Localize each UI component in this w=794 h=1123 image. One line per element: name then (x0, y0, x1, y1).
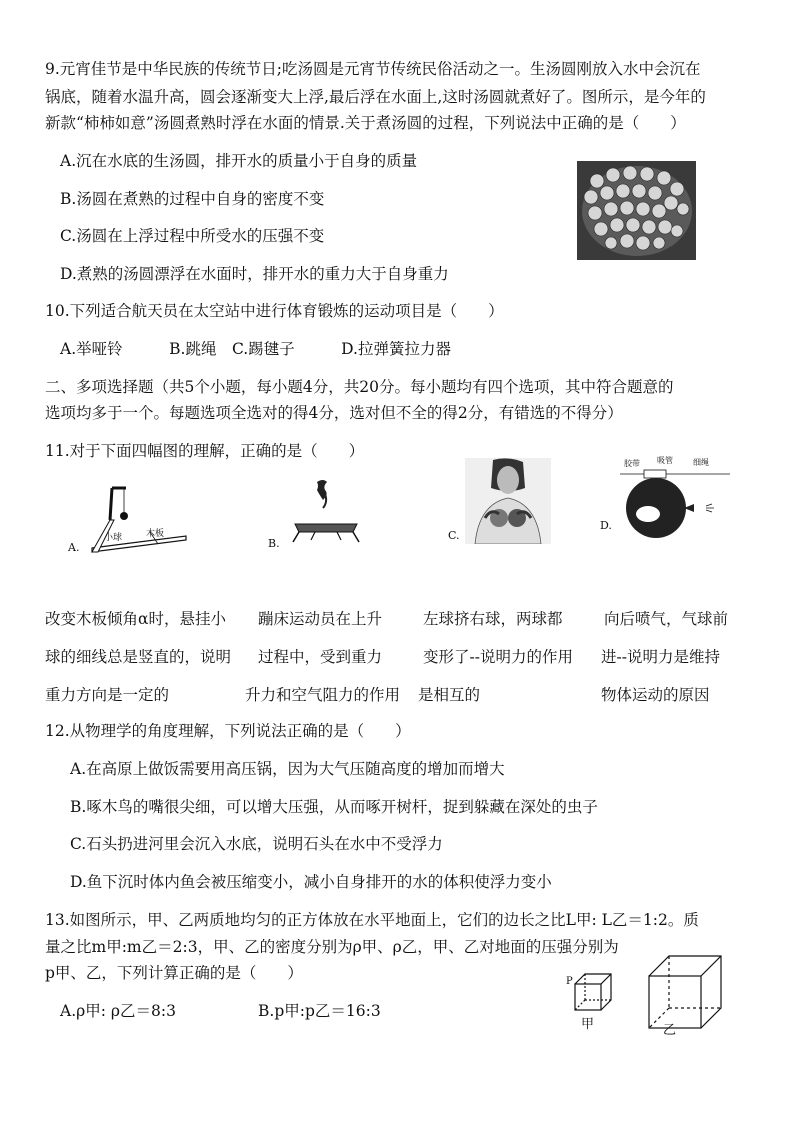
q9-stem-line2: 锅底，随着水温升高，圆会逐渐变大上浮,最后浮在水面上,这时汤圆就煮好了。图所示，是今年的 (45, 88, 706, 106)
q12-option-c: C.石头扔进河里会沉入水底，说明石头在水中不受浮力 (70, 835, 443, 853)
q12-option-d: D.鱼下沉时体内鱼会被压缩变小，减小自身排开的水的体积使浮力变小 (70, 873, 552, 891)
q11-caption-b-line1: 蹦床运动员在上升 (258, 610, 383, 628)
q9-option-a: A.沉在水底的生汤圆，排开水的质量小于自身的质量 (60, 152, 418, 170)
q11-caption-c-line1: 左球挤右球，两球都 (423, 610, 563, 628)
q13-figure-label-p: P (566, 976, 573, 987)
q11-figure-a-letter: A. (68, 541, 80, 554)
tangyuan-photo (577, 161, 696, 260)
q9-stem-line3: 新款“柿柿如意”汤圆煮熟时浮在水面的情景.关于煮汤圆的过程，下列说法中正确的是（ ） (45, 114, 686, 132)
q13-stem-line1: 13.如图所示，甲、乙两质地均匀的正方体放在水平地面上，它们的边长之比L甲: L乙＝1:2。质 (45, 911, 699, 929)
q11-caption-a-line1: 改变木板倾角α时，悬挂小 (45, 610, 226, 628)
q11-figure-a-board-label: 木板 (146, 529, 165, 539)
q11-caption-a-line2: 球的细线总是竖直的，说明 (45, 648, 232, 666)
q12-option-a: A.在高原上做饭需要用高压锅，因为大气压随高度的增加而增大 (70, 760, 505, 778)
q12-stem: 12.从物理学的角度理解，下列说法正确的是（ ） (45, 722, 411, 740)
q11-figure-b (285, 476, 365, 548)
q12-option-b: B.啄木鸟的嘴很尖细，可以增大压强，从而啄开树杆，捉到躲藏在深处的虫子 (70, 798, 598, 816)
q11-figure-d-label-tape: 胶带 (624, 459, 640, 468)
q11-figure-a (62, 480, 192, 556)
q11-caption-c-line2: 变形了--说明力的作用 (423, 648, 573, 666)
q11-figure-d-label-straw: 吸管 (657, 456, 673, 465)
q13-figure-label-jia: 甲 (581, 1017, 595, 1032)
q11-figure-d-label-string: 细绳 (693, 458, 709, 467)
q13-figure-label-yi: 乙 (663, 1023, 677, 1038)
q9-stem-line1: 9.元宵佳节是中华民族的传统节日;吃汤圆是元宵节传统民俗活动之一。生汤圆刚放入水中会沉在 (45, 60, 701, 78)
q10-options: A.举哑铃 B.跳绳 C.踢毽子 D.拉弹簧拉力器 (60, 340, 451, 358)
q11-caption-b-line3: 升力和空气阻力的作用 (245, 686, 401, 704)
q13-stem-line3: p甲、乙，下列计算正确的是（ ） (45, 964, 303, 982)
q11-figure-a-ball-label: 小球 (104, 533, 123, 543)
q10-stem: 10.下列适合航天员在太空站中进行体育锻炼的运动项目是（ ） (45, 302, 504, 320)
q11-stem: 11.对于下面四幅图的理解，正确的是（ ） (45, 442, 365, 460)
section2-heading-line2: 选项均多于一个。每题选项全选对的得4分，选对但不全的得2分，有错选的不得分） (45, 404, 623, 422)
q11-figure-d-letter: D. (600, 519, 612, 532)
q11-caption-d-line2: 进--说明力是维持 (601, 648, 720, 666)
q11-caption-d-line1: 向后喷气，气球前 (604, 610, 729, 628)
q11-figure-d (620, 458, 730, 544)
q11-caption-c-line3: 是相互的 (418, 686, 481, 704)
q11-caption-b-line2: 过程中，受到重力 (258, 648, 383, 666)
q13-option-a: A.ρ甲: ρ乙＝8:3 (60, 1002, 176, 1020)
q11-figure-c-letter: C. (448, 529, 460, 542)
q9-option-b: B.汤圆在煮熟的过程中自身的密度不变 (60, 190, 325, 208)
q13-stem-line2: 量之比m甲:m乙＝2:3，甲、乙的密度分别为ρ甲、ρ乙，甲、乙对地面的压强分别为 (45, 938, 619, 956)
q11-figure-b-letter: B. (268, 537, 280, 550)
section2-heading-line1: 二、多项选择题（共5个小题，每小题4分，共20分。每小题均有四个选项，其中符合题意的 (45, 378, 674, 396)
q13-option-b: B.p甲:p乙＝16:3 (258, 1002, 381, 1020)
q11-caption-a-line3: 重力方向是一定的 (45, 686, 170, 704)
q9-option-c: C.汤圆在上浮过程中所受水的压强不变 (60, 227, 325, 245)
q11-figure-c (465, 458, 551, 544)
q11-caption-d-line3: 物体运动的原因 (601, 686, 710, 704)
q9-option-d: D.煮熟的汤圆漂浮在水面时，排开水的重力大于自身重力 (60, 265, 449, 283)
